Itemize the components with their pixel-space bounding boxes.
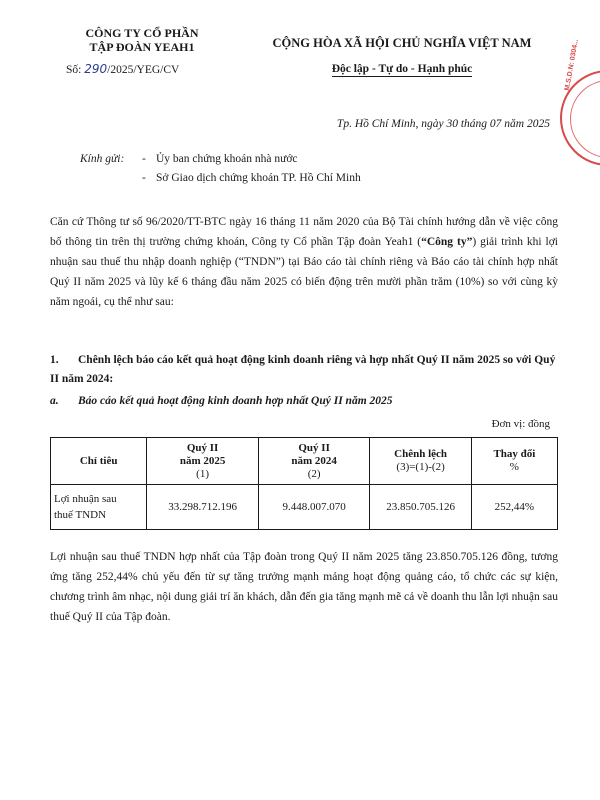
recipient-item: - Sở Giao dịch chứng khoán TP. Hồ Chí Minh: [142, 172, 361, 184]
col-header-change: Thay đổi %: [471, 438, 557, 485]
cell-q2-2024: 9.448.007.070: [258, 485, 370, 530]
document-number: [66, 62, 179, 76]
col-header-difference: Chênh lệch (3)=(1)-(2): [370, 438, 471, 485]
col-header-q2-2025: Quý II năm 2025 (1): [147, 438, 259, 485]
subsection-a-heading: a. Báo cáo kết quả hoạt động kinh doanh hợp nhất Quý II năm 2025: [50, 395, 393, 407]
doc-no-label: Số:: [66, 64, 82, 76]
seal-inner-ring: [570, 80, 600, 158]
national-motto: Độc lập - Tự do - Hạnh phúc: [331, 63, 473, 75]
intro-paragraph: Căn cứ Thông tư số 96/2020/TT-BTC ngày 16 tháng 11 năm 2020 của Bộ Tài chính hướng dẫn về việc công bố thông tin trên thị trường chứng khoán, Công ty Cổ phần Tập đoàn Yeah1 (“Công ty”) giải trình khi lợi nhuận sau thuế thu nhập doanh nghiệp (“TNDN”) tại Báo cáo tài chính riêng và Báo cáo tài chính hợp nhất Quý II năm 2025 và lũy kế 6 tháng đầu năm 2025 có biến động trên mười phần trăm (10%) so với cùng kỳ năm ngoái, cụ thể như sau:: [50, 216, 558, 308]
profit-table: [50, 437, 558, 530]
cell-change: 252,44%: [471, 485, 557, 530]
national-header: [252, 36, 552, 77]
row-label: Lợi nhuận sau thuế TNDN: [51, 485, 147, 530]
recipients-label: Kính gửi:: [80, 153, 125, 165]
seal-text: M.S.D.N: 0304...: [564, 38, 580, 92]
company-name-line2: TẬP ĐOÀN YEAH1: [89, 40, 195, 54]
table-row: [51, 485, 558, 530]
cell-q2-2025: 33.298.712.196: [147, 485, 259, 530]
col-header-q2-2024: Quý II năm 2024 (2): [258, 438, 370, 485]
recipient-text: Ủy ban chứng khoán nhà nước: [156, 153, 298, 165]
unit-label: Đơn vị: đồng: [491, 418, 550, 430]
col-header-indicator: Chỉ tiêu: [51, 438, 147, 485]
cell-difference: 23.850.705.126: [370, 485, 471, 530]
company-seal-stamp: [560, 38, 600, 166]
section-1-heading: 1. Chênh lệch báo cáo kết quả hoạt động kinh doanh riêng và hợp nhất Quý II năm 2025 so với Quý II năm 2024:: [50, 354, 556, 385]
recipient-item: Kính gửi: - Ủy ban chứng khoán nhà nước: [80, 150, 361, 169]
company-abbrev: “Công ty”: [421, 236, 473, 248]
explanation-paragraph: Lợi nhuận sau thuế TNDN hợp nhất của Tập đoàn trong Quý II năm 2025 tăng 23.850.705.126 đồng, tương ứng tăng 252,44% chủ yếu đến từ sự tăng trưởng mạnh mảng hoạt động quảng cáo, tổ chức các sự kiện, chương trình âm nhạc, nội dung giải trí ăn khách, dẫn đến gia tăng mạnh mẽ cả về doanh thu lẫn lợi nhuận sau thuế Quý II của Tập đoàn.: [50, 551, 558, 623]
company-name-line1: CÔNG TY CỔ PHẦN: [85, 26, 199, 40]
table-header-row: [51, 438, 558, 485]
recipients-block: [80, 150, 361, 188]
doc-no-suffix: /2025/YEG/CV: [107, 64, 180, 76]
recipient-text: Sở Giao dịch chứng khoán TP. Hồ Chí Minh: [156, 172, 361, 184]
nation-title: CỘNG HÒA XÃ HỘI CHỦ NGHĨA VIỆT NAM: [272, 36, 532, 50]
dateline: Tp. Hồ Chí Minh, ngày 30 tháng 07 năm 2025: [336, 118, 550, 130]
doc-no-handwritten: 290: [84, 62, 108, 76]
company-header: [52, 26, 232, 54]
